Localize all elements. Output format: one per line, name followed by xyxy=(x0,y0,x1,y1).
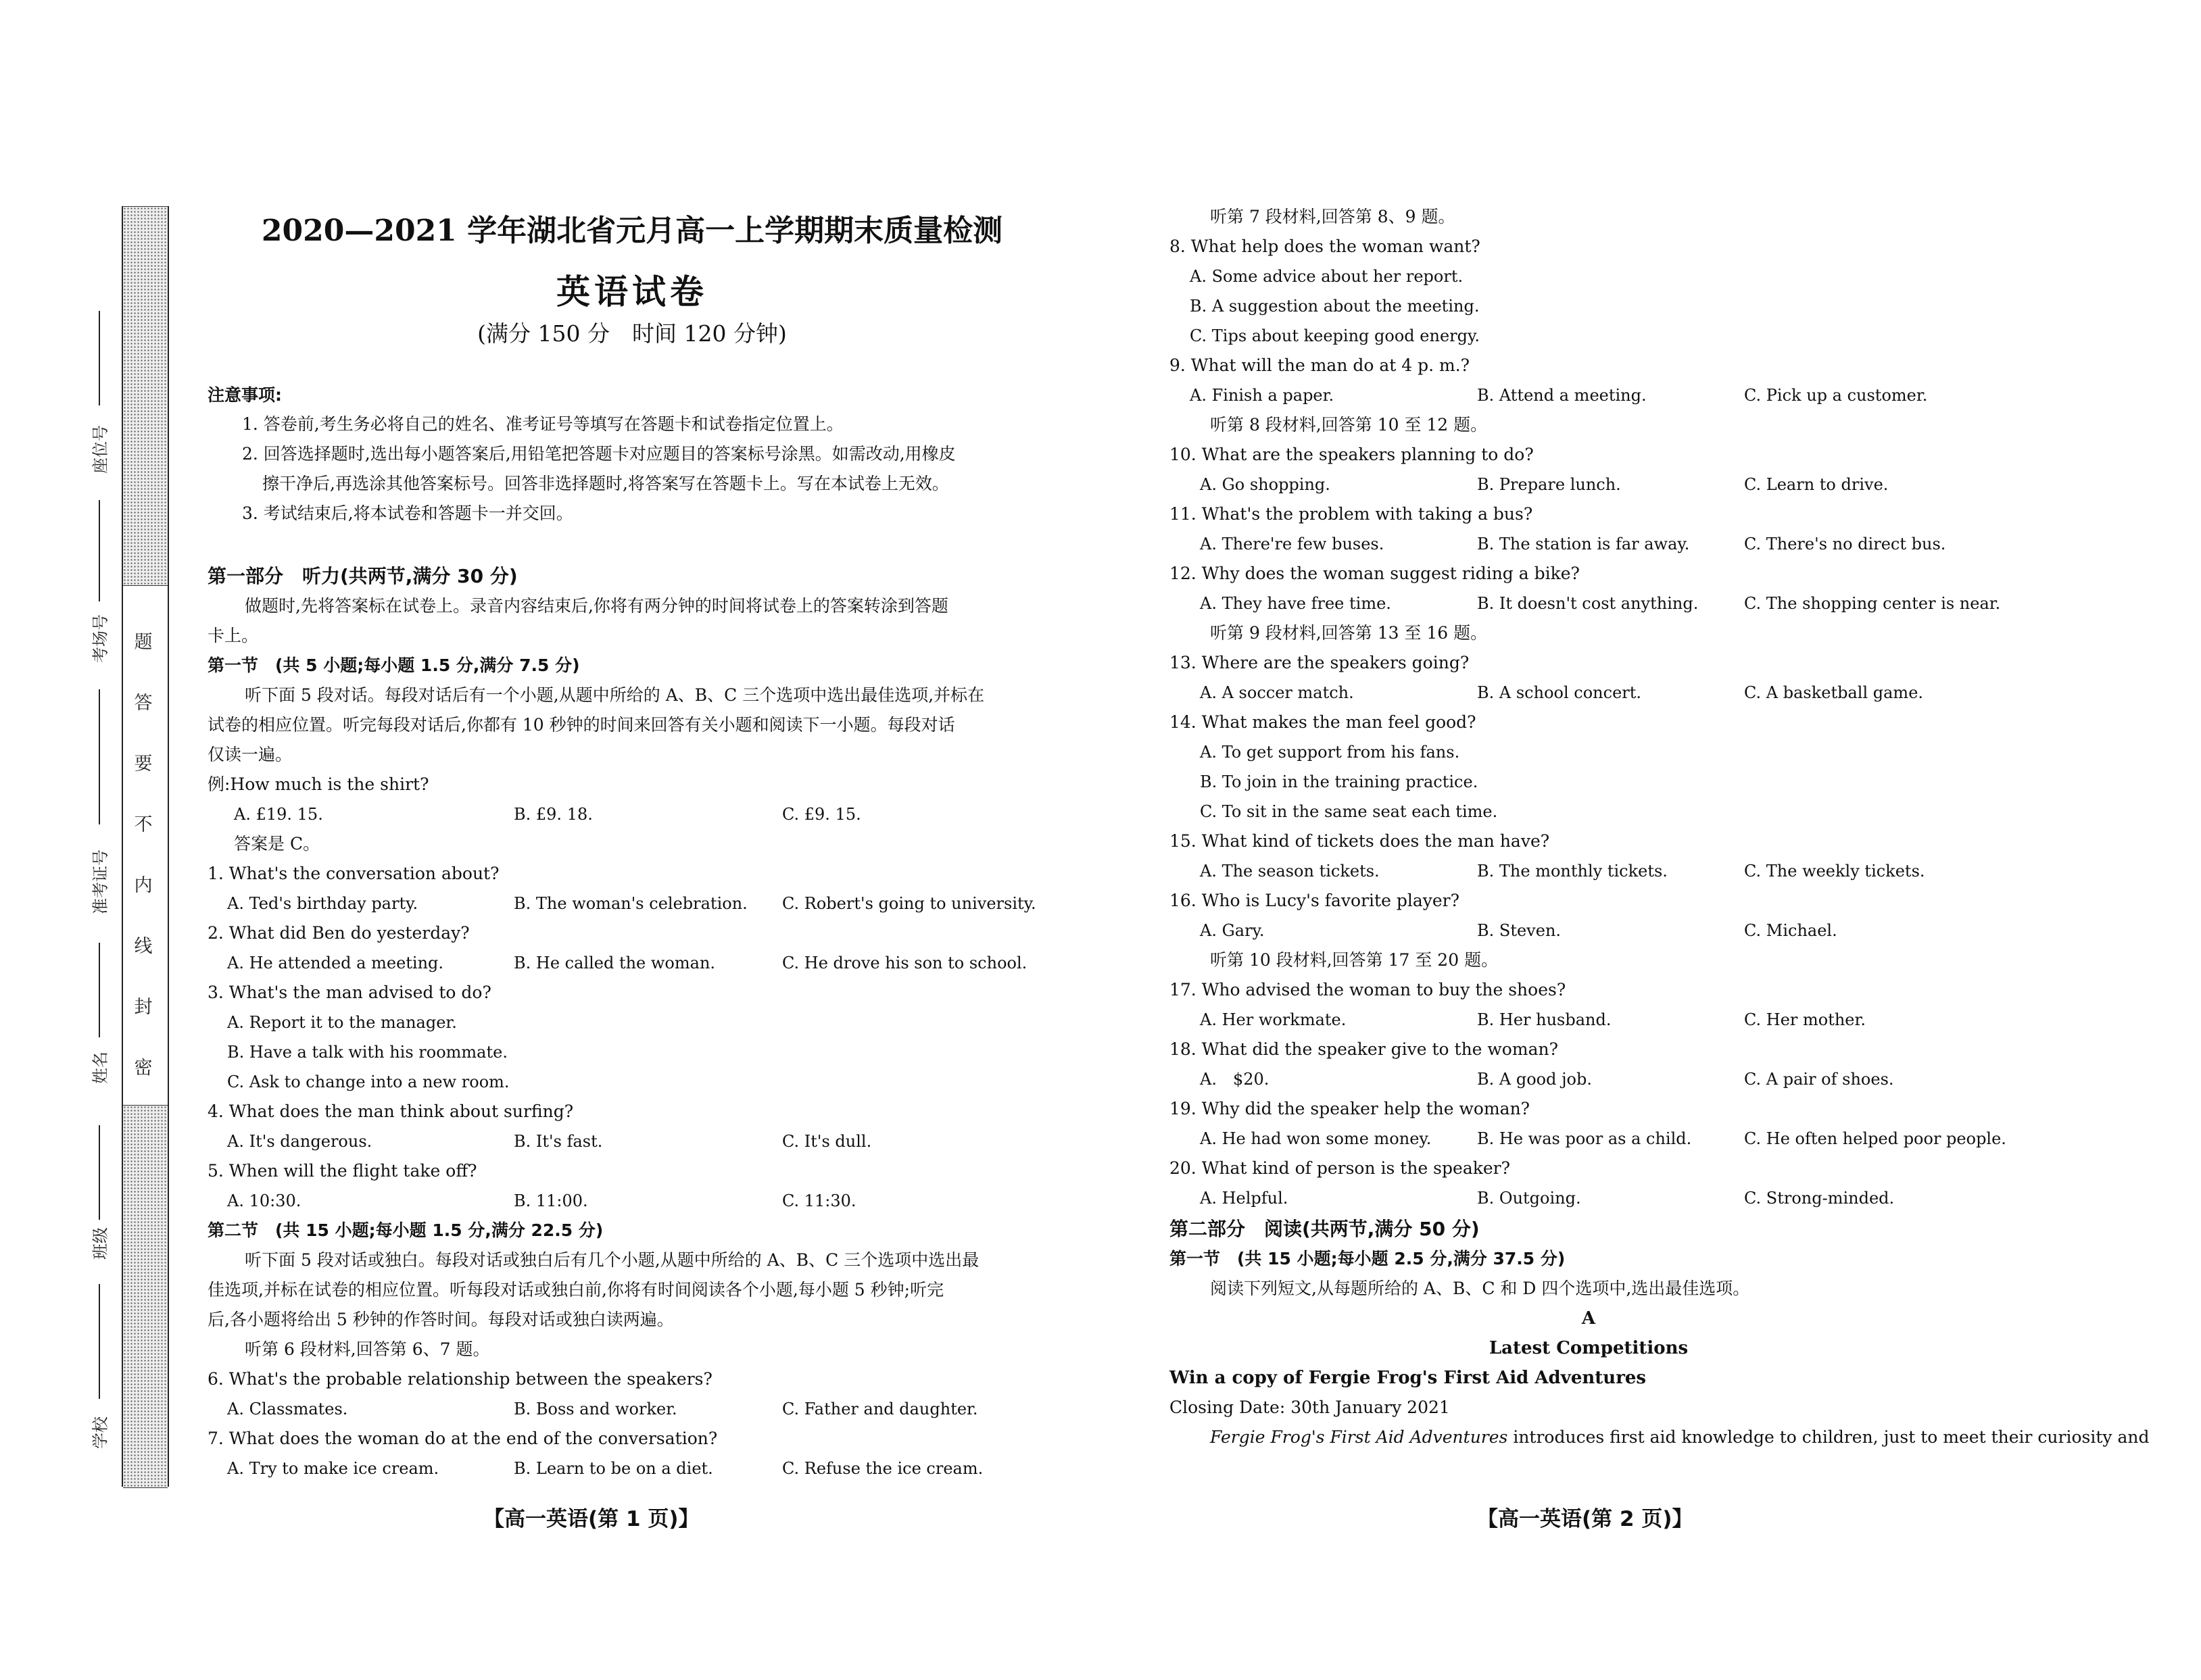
question-15-option-b: B. The monthly tickets. xyxy=(1477,862,1668,881)
question-13-option-b: B. A school concert. xyxy=(1477,683,1642,702)
seal-char: 不 xyxy=(134,814,153,835)
passage-body-text: introduces first aid knowledge to children, just to meet their curiosity and xyxy=(1507,1427,2150,1447)
question-20-option-b: B. Outgoing. xyxy=(1477,1189,1581,1208)
field-label: 座位号 xyxy=(91,425,110,474)
question-20: 20. What kind of person is the speaker? xyxy=(1169,1158,1511,1178)
win-line: Win a copy of Fergie Frog's First Aid Adventures xyxy=(1169,1368,1647,1388)
field-label: 学校 xyxy=(91,1416,110,1449)
part2-heading: 第二部分 阅读(共两节,满分 50 分) xyxy=(1169,1218,1480,1240)
question-7-option-a: A. Try to make ice cream. xyxy=(227,1459,439,1478)
question-18-option-b: B. A good job. xyxy=(1477,1070,1592,1089)
question-10: 10. What are the speakers planning to do? xyxy=(1169,445,1534,464)
question-2-option-a: A. He attended a meeting. xyxy=(227,954,444,972)
question-18: 18. What did the speaker give to the woman? xyxy=(1169,1039,1558,1059)
section2-heading: 第二节 (共 15 小题;每小题 1.5 分,满分 22.5 分) xyxy=(208,1220,604,1240)
question-14-option-a: A. To get support from his fans. xyxy=(1200,743,1460,762)
question-19-option-a: A. He had won some money. xyxy=(1200,1129,1432,1148)
question-17-option-a: A. Her workmate. xyxy=(1200,1010,1347,1029)
question-6: 6. What's the probable relationship between the speakers? xyxy=(208,1369,712,1389)
footer-page-2: 【高一英语(第 2 页)】 xyxy=(1477,1507,1693,1531)
question-2: 2. What did Ben do yesterday? xyxy=(208,923,470,943)
part1-intro: 卡上。 xyxy=(208,626,259,645)
question-11-option-b: B. The station is far away. xyxy=(1477,535,1690,553)
question-7-option-c: C. Refuse the ice cream. xyxy=(782,1459,984,1478)
section1-instructions: 试卷的相应位置。听完每段对话后,你都有 10 秒钟的时间来回答有关小题和阅读下一小题。每段对话 xyxy=(208,715,955,735)
note-item: 擦干净后,再选涂其他答案标号。回答非选择题时,将答案写在答题卡上。写在本试卷上无效。 xyxy=(262,474,949,493)
subject-title: 英语试卷 xyxy=(556,272,708,312)
material-10: 听第 10 段材料,回答第 17 至 20 题。 xyxy=(1210,950,1499,970)
question-1: 1. What's the conversation about? xyxy=(208,864,500,883)
binding-strip xyxy=(122,206,169,1487)
question-16-option-a: A. Gary. xyxy=(1200,921,1265,940)
seal-char: 内 xyxy=(134,875,153,896)
seal-char: 线 xyxy=(134,936,153,957)
material-6: 听第 6 段材料,回答第 6、7 题。 xyxy=(245,1339,490,1359)
question-6-option-c: C. Father and daughter. xyxy=(782,1400,978,1418)
question-19: 19. Why did the speaker help the woman? xyxy=(1169,1099,1530,1118)
question-14: 14. What makes the man feel good? xyxy=(1169,712,1476,732)
note-item: 2. 回答选择题时,选出每小题答案后,用铅笔把答题卡对应题目的答案标号涂黑。如需改动,用橡皮 xyxy=(242,444,956,464)
binding-pattern-bottom xyxy=(123,1105,168,1488)
question-12-option-c: C. The shopping center is near. xyxy=(1744,594,2001,613)
question-17-option-b: B. Her husband. xyxy=(1477,1010,1612,1029)
passage-title: Latest Competitions xyxy=(1489,1338,1689,1358)
question-16-option-b: B. Steven. xyxy=(1477,921,1562,940)
question-5-option-b: B. 11:00. xyxy=(514,1191,588,1210)
question-19-option-c: C. He often helped poor people. xyxy=(1744,1129,2006,1148)
seal-char: 答 xyxy=(134,693,153,714)
question-4: 4. What does the man think about surfing? xyxy=(208,1102,574,1121)
exam-title: 2020—2021 学年湖北省元月高一上学期期末质量检测 xyxy=(261,214,1003,248)
section1-heading: 第一节 (共 5 小题;每小题 1.5 分,满分 7.5 分) xyxy=(208,656,580,675)
question-20-option-a: A. Helpful. xyxy=(1200,1189,1288,1208)
part1-heading: 第一部分 听力(共两节,满分 30 分) xyxy=(208,565,518,587)
question-3-option-c: C. Ask to change into a new room. xyxy=(227,1072,510,1091)
question-13-option-a: A. A soccer match. xyxy=(1200,683,1354,702)
question-12-option-b: B. It doesn't cost anything. xyxy=(1477,594,1699,613)
question-14-option-c: C. To sit in the same seat each time. xyxy=(1200,802,1498,821)
question-3: 3. What's the man advised to do? xyxy=(208,983,491,1002)
passage-letter: A xyxy=(1581,1308,1596,1329)
question-1-option-a: A. Ted's birthday party. xyxy=(227,894,418,913)
part2-section1-heading: 第一节 (共 15 小题;每小题 2.5 分,满分 37.5 分) xyxy=(1169,1249,1566,1268)
question-3-option-b: B. Have a talk with his roommate. xyxy=(227,1043,508,1062)
seal-char: 封 xyxy=(134,997,153,1018)
field-line xyxy=(99,311,100,405)
field-label: 班级 xyxy=(91,1227,110,1260)
example-question: 例:How much is the shirt? xyxy=(208,774,429,794)
section2-instructions: 听下面 5 段对话或独白。每段对话或独白后有几个小题,从题中所给的 A、B、C 三个选项中选出最 xyxy=(245,1250,979,1270)
question-12: 12. Why does the woman suggest riding a bike? xyxy=(1169,564,1580,583)
passage-body xyxy=(1210,1427,2149,1448)
question-10-option-c: C. Learn to drive. xyxy=(1744,475,1889,494)
question-6-option-b: B. Boss and worker. xyxy=(514,1400,677,1418)
question-11-option-a: A. There're few buses. xyxy=(1200,535,1384,553)
question-7: 7. What does the woman do at the end of the conversation? xyxy=(208,1429,718,1448)
question-18-option-a: A. $20. xyxy=(1200,1070,1269,1089)
footer-page-1: 【高一英语(第 1 页)】 xyxy=(483,1507,700,1531)
field-label: 姓名 xyxy=(91,1052,110,1084)
question-8: 8. What help does the woman want? xyxy=(1169,237,1480,256)
question-10-option-b: B. Prepare lunch. xyxy=(1477,475,1621,494)
question-15-option-c: C. The weekly tickets. xyxy=(1744,862,1925,881)
question-15-option-a: A. The season tickets. xyxy=(1200,862,1380,881)
material-8: 听第 8 段材料,回答第 10 至 12 题。 xyxy=(1210,415,1488,435)
part1-intro: 做题时,先将答案标在试卷上。录音内容结束后,你将有两分钟的时间将试卷上的答案转涂到答题 xyxy=(245,596,948,616)
field-line xyxy=(99,1284,100,1399)
question-3-option-a: A. Report it to the manager. xyxy=(227,1013,457,1032)
question-8-option-a: A. Some advice about her report. xyxy=(1190,267,1464,286)
section2-instructions: 佳选项,并标在试卷的相应位置。听每段对话或独白前,你将有时间阅读各个小题,每小题 5 秒钟;听完 xyxy=(208,1280,944,1300)
question-5: 5. When will the flight take off? xyxy=(208,1161,477,1181)
question-12-option-a: A. They have free time. xyxy=(1200,594,1391,613)
question-8-option-c: C. Tips about keeping good energy. xyxy=(1190,326,1480,345)
section1-instructions: 听下面 5 段对话。每段对话后有一个小题,从题中所给的 A、B、C 三个选项中选出最佳选项,并标在 xyxy=(245,685,985,705)
closing-date: Closing Date: 30th January 2021 xyxy=(1169,1398,1450,1417)
question-6-option-a: A. Classmates. xyxy=(227,1400,348,1418)
question-9-option-a: A. Finish a paper. xyxy=(1190,386,1334,405)
question-9-option-c: C. Pick up a customer. xyxy=(1744,386,1928,405)
note-item: 1. 答卷前,考生务必将自己的姓名、准考证号等填写在答题卡和试卷指定位置上。 xyxy=(242,414,844,434)
part2-instruction: 阅读下列短文,从每题所给的 A、B、C 和 D 四个选项中,选出最佳选项。 xyxy=(1210,1279,1750,1298)
question-11-option-c: C. There's no direct bus. xyxy=(1744,535,1946,553)
book-title: Fergie Frog's First Aid Adventures xyxy=(1210,1427,1508,1447)
question-15: 15. What kind of tickets does the man have? xyxy=(1169,831,1550,851)
seal-char: 要 xyxy=(134,753,153,774)
score-time: (满分 150 分 时间 120 分钟) xyxy=(477,320,787,347)
field-line xyxy=(99,1125,100,1220)
field-line xyxy=(99,500,100,601)
material-7: 听第 7 段材料,回答第 8、9 题。 xyxy=(1210,207,1455,226)
question-11: 11. What's the problem with taking a bus? xyxy=(1169,504,1533,524)
question-16: 16. Who is Lucy's favorite player? xyxy=(1169,891,1459,910)
question-5-option-a: A. 10:30. xyxy=(227,1191,301,1210)
question-2-option-b: B. He called the woman. xyxy=(514,954,716,972)
section2-instructions: 后,各小题将给出 5 秒钟的作答时间。每段对话或独白读两遍。 xyxy=(208,1310,674,1329)
question-8-option-b: B. A suggestion about the meeting. xyxy=(1190,297,1480,316)
seal-char: 密 xyxy=(134,1058,153,1079)
question-1-option-b: B. The woman's celebration. xyxy=(514,894,748,913)
notes-title: 注意事项: xyxy=(208,385,282,405)
question-18-option-c: C. A pair of shoes. xyxy=(1744,1070,1894,1089)
example-option-c: C. £9. 15. xyxy=(782,805,861,824)
seal-char: 题 xyxy=(134,632,153,653)
question-2-option-c: C. He drove his son to school. xyxy=(782,954,1027,972)
question-14-option-b: B. To join in the training practice. xyxy=(1200,772,1478,791)
field-line xyxy=(99,943,100,1037)
field-label: 考场号 xyxy=(91,614,110,663)
question-19-option-b: B. He was poor as a child. xyxy=(1477,1129,1692,1148)
question-13-option-c: C. A basketball game. xyxy=(1744,683,1924,702)
example-option-b: B. £9. 18. xyxy=(514,805,593,824)
binding-pattern-top xyxy=(123,206,168,586)
question-16-option-c: C. Michael. xyxy=(1744,921,1837,940)
material-9: 听第 9 段材料,回答第 13 至 16 题。 xyxy=(1210,623,1488,643)
question-13: 13. Where are the speakers going? xyxy=(1169,653,1470,672)
question-17: 17. Who advised the woman to buy the shoes? xyxy=(1169,980,1566,999)
question-1-option-c: C. Robert's going to university. xyxy=(782,894,1036,913)
question-4-option-b: B. It's fast. xyxy=(514,1132,603,1151)
question-9-option-b: B. Attend a meeting. xyxy=(1477,386,1647,405)
question-4-option-a: A. It's dangerous. xyxy=(227,1132,372,1151)
question-7-option-b: B. Learn to be on a diet. xyxy=(514,1459,713,1478)
field-line xyxy=(99,689,100,824)
example-option-a: A. £19. 15. xyxy=(234,805,323,824)
question-10-option-a: A. Go shopping. xyxy=(1200,475,1330,494)
question-9: 9. What will the man do at 4 p. m.? xyxy=(1169,355,1470,375)
question-20-option-c: C. Strong-minded. xyxy=(1744,1189,1895,1208)
question-5-option-c: C. 11:30. xyxy=(782,1191,856,1210)
note-item: 3. 考试结束后,将本试卷和答题卡一并交回。 xyxy=(242,503,573,523)
example-answer: 答案是 C。 xyxy=(234,834,320,854)
question-4-option-c: C. It's dull. xyxy=(782,1132,872,1151)
field-label: 准考证号 xyxy=(91,849,110,914)
question-17-option-c: C. Her mother. xyxy=(1744,1010,1866,1029)
section1-instructions: 仅读一遍。 xyxy=(208,745,293,764)
